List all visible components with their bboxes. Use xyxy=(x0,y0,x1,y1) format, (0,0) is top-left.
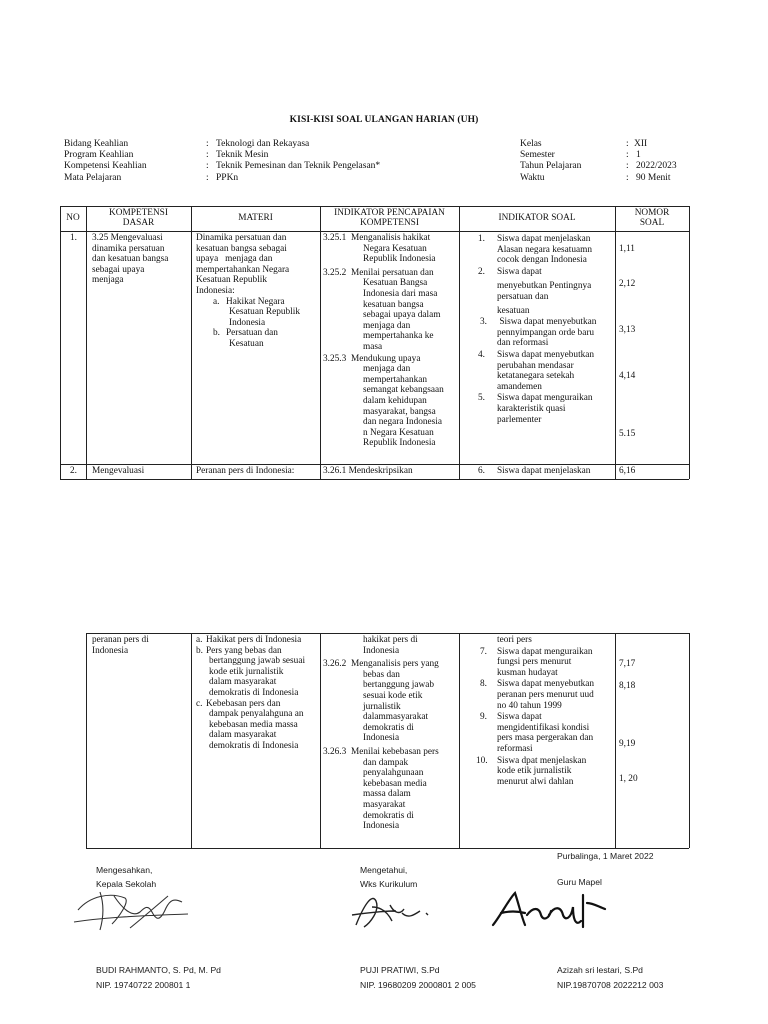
text-line: Indonesia xyxy=(363,821,400,832)
sub-item xyxy=(196,699,305,752)
list-marker: 7. xyxy=(480,646,487,657)
text-line: Siswa dapat menguraikan xyxy=(497,393,593,404)
table-border xyxy=(320,633,321,848)
materi-cell xyxy=(196,233,300,350)
text-line: Siswa dapat xyxy=(497,266,542,277)
ipk-item xyxy=(323,233,444,265)
header-indikator-pencapaian xyxy=(320,208,459,229)
text-line: sebagai upaya xyxy=(92,264,145,275)
text-line: kesatuan bangsa xyxy=(363,299,424,310)
title-line: Mengetahui, xyxy=(360,865,408,875)
colon: : xyxy=(206,139,209,149)
nomor-soal: 1, 20 xyxy=(619,774,638,784)
list-marker: 4. xyxy=(478,349,485,360)
colon: : xyxy=(626,172,629,183)
text-line: Kesatuan Bangsa xyxy=(363,278,428,289)
text-line: penyalahgunaan xyxy=(363,768,424,779)
text-line: Dinamika persatuan dan xyxy=(196,233,287,243)
text-line: bertanggung jawab sesuai xyxy=(209,656,306,667)
signer-right-title: Guru Mapel xyxy=(557,877,602,887)
text-line: Republik Indonesia xyxy=(363,438,436,449)
text-line: Siswa dapat menyebutkan xyxy=(497,349,595,360)
text-line: kebebasan media xyxy=(363,778,427,789)
text-line: Kesatuan Republik xyxy=(229,307,301,318)
info-value: 2022/2023 xyxy=(636,161,677,172)
nomor-soal: 1,11 xyxy=(619,244,635,254)
text-line: Siswa dpat menjelaskan xyxy=(497,755,587,766)
header-line: NOMOR xyxy=(634,208,670,218)
nomor-soal: 2,12 xyxy=(619,279,636,289)
indikator-item xyxy=(478,393,596,425)
text-line: masyarakat, bangsa xyxy=(363,406,436,417)
header-materi: MATERI xyxy=(238,213,273,223)
header-no: NO xyxy=(66,213,80,223)
info-row xyxy=(520,150,677,161)
text-line: demokratis di Indonesia xyxy=(209,740,299,751)
row-number: 2. xyxy=(70,466,77,476)
text-line: mempertahankan Negara xyxy=(196,264,290,275)
list-marker: 3. xyxy=(480,317,487,328)
text-line: sebagai upaya dalam xyxy=(363,310,441,321)
text-line: pennyimpangan orde baru xyxy=(497,327,595,338)
table-border xyxy=(689,206,690,479)
text-line: Hakikat pers di Indonesia xyxy=(206,635,302,645)
list-marker: 9. xyxy=(480,712,487,723)
info-value: PPKn xyxy=(216,172,239,183)
kompetensi-dasar-cell: Mengevaluasi xyxy=(92,466,145,476)
table-border xyxy=(86,633,689,634)
text-line: Indonesia xyxy=(92,645,129,656)
indikator-pencapaian-cell xyxy=(323,635,439,832)
info-value: 1 xyxy=(636,150,641,161)
indikator-item xyxy=(478,712,594,754)
text-line: pers masa pergerakan dan xyxy=(497,733,594,744)
header-line: DASAR xyxy=(122,218,155,229)
ipk-item xyxy=(323,268,444,353)
title-line: Kepala Sekolah xyxy=(96,879,157,889)
text-line: no 40 tahun 1999 xyxy=(497,700,562,711)
info-row xyxy=(520,173,677,184)
info-value: XII xyxy=(634,139,648,149)
colon: : xyxy=(626,161,629,172)
signer-left-info xyxy=(96,963,221,993)
list-marker: a. xyxy=(213,296,220,307)
colon: : xyxy=(626,139,629,149)
text-line: karakteristik quasi xyxy=(497,403,566,414)
table-border xyxy=(615,206,616,479)
info-label: Kompetensi Keahlian xyxy=(64,161,147,172)
text-line: kusman hudayat xyxy=(497,667,558,678)
table-border xyxy=(459,206,460,479)
text-line: Indonesia xyxy=(363,645,400,656)
indikator-soal-cell xyxy=(478,635,594,787)
text-line: Siswa dapat xyxy=(497,712,542,723)
text-line: semangat kebangsaan xyxy=(363,385,444,396)
text-line: menurut alwi dahlan xyxy=(497,776,574,787)
table-border xyxy=(86,633,87,848)
kompetensi-dasar-cell xyxy=(92,233,168,286)
text-line: 3.25 Mengevaluasi xyxy=(92,233,163,243)
ipk-item xyxy=(323,354,444,449)
ipk-number: 3.26.3 xyxy=(323,746,347,757)
list-marker: 1. xyxy=(478,234,485,244)
text-line: menjaga xyxy=(92,275,124,286)
text-line: dalam masyarakat xyxy=(209,677,277,688)
text-line: kesatuan xyxy=(497,305,530,316)
list-marker: b. xyxy=(213,328,220,339)
table-border xyxy=(86,206,87,479)
text-line: Siswa dapat menguraikan xyxy=(497,646,593,657)
text-line: Hakikat Negara xyxy=(226,296,285,307)
nomor-soal: 4,14 xyxy=(619,371,636,381)
text-line: massa dalam xyxy=(363,789,411,800)
sub-item xyxy=(196,635,305,646)
table-border xyxy=(459,633,460,848)
text-line: peranan pers di xyxy=(92,635,149,645)
list-marker: 5. xyxy=(478,393,485,404)
ipk-number: 3.26.2 xyxy=(323,659,347,670)
text-line: Indonesia: xyxy=(196,285,235,296)
header-nomor-soal xyxy=(615,208,689,229)
text-line: Menganalisis pers yang xyxy=(351,659,439,670)
info-value: Teknik Mesin xyxy=(216,150,269,161)
row-number: 1. xyxy=(70,233,77,243)
header-line: INDIKATOR PENCAPAIAN xyxy=(334,208,445,218)
text-line: dan reformasi xyxy=(497,338,549,349)
info-row xyxy=(64,139,380,150)
text-line: reformasi xyxy=(497,743,533,754)
text-line: demokratis di xyxy=(363,722,414,733)
text-line: kode etik jurnalistik xyxy=(497,766,572,777)
text-line: Siswa dapat menyebutkan xyxy=(497,679,595,690)
text-line: parlementer xyxy=(497,414,542,425)
text-line: bertanggung jawab xyxy=(363,680,434,691)
table-border xyxy=(60,206,61,479)
text-line: Indonesia xyxy=(363,733,400,744)
table-border xyxy=(86,848,689,849)
indikator-item xyxy=(478,647,594,679)
colon: : xyxy=(206,150,209,161)
text-line: Siswa dapat menyebutkan xyxy=(497,317,597,328)
text-line: dalam masyarakat xyxy=(209,730,277,741)
text-line: fungsi pers menurut xyxy=(497,657,572,668)
sub-item xyxy=(213,328,300,349)
text-line: Negara Kesatuan xyxy=(363,243,427,254)
text-line: kode etik jurnalistik xyxy=(209,666,284,677)
text-line: Siswa dapat menjelaskan xyxy=(497,234,591,244)
text-line: Menganalisis hakikat xyxy=(351,233,431,243)
info-label: Kelas xyxy=(520,139,542,149)
signer-nip: NIP. 19680209 2000801 2 005 xyxy=(360,980,476,990)
list-marker: 2. xyxy=(478,266,485,277)
info-row xyxy=(64,173,380,184)
list-marker: c. xyxy=(196,698,203,709)
text-line: Kebebasan pers dan xyxy=(206,698,281,709)
signer-name: Azizah sri lestari, S.Pd xyxy=(557,965,643,975)
indikator-soal-cell xyxy=(478,234,596,425)
signer-name: BUDI RAHMANTO, S. Pd, M. Pd xyxy=(96,965,221,975)
text-line: bebas dan xyxy=(363,669,400,680)
indikator-soal-cell xyxy=(478,466,590,477)
document-title: KISI-KISI SOAL ULANGAN HARIAN (UH) xyxy=(289,115,479,125)
text-line: Indonesia dari masa xyxy=(363,288,438,299)
info-value: Teknologi dan Rekayasa xyxy=(216,139,310,149)
text-line: perubahan mendasar xyxy=(497,360,574,371)
table-border xyxy=(320,206,321,479)
list-marker: a. xyxy=(196,635,203,645)
text-line: amandemen xyxy=(497,381,542,392)
kompetensi-dasar-cell xyxy=(92,635,149,656)
text-line: dan negara Indonesia xyxy=(363,417,442,428)
table-border xyxy=(615,633,616,848)
table-border xyxy=(689,633,690,848)
text-line: Menilai kebebasan pers xyxy=(351,746,439,757)
list-marker: 8. xyxy=(480,679,487,690)
text-line: dinamika persatuan xyxy=(92,243,165,254)
text-line: kesatuan bangsa sebagai xyxy=(196,243,287,254)
text-line: masa xyxy=(363,341,383,352)
info-label: Semester xyxy=(520,150,555,161)
text-line: ketatanegara setekah xyxy=(497,371,575,382)
nomor-soal: 5.15 xyxy=(619,429,636,439)
text-line: dalam kehidupan xyxy=(363,395,427,406)
info-label: Program Keahlian xyxy=(64,150,134,161)
sub-item xyxy=(196,646,305,699)
header-line: KOMPETENSI xyxy=(360,218,419,229)
text-line: Republik Indonesia xyxy=(363,254,436,265)
ipk-item xyxy=(323,747,439,832)
text-line: mempertahankan xyxy=(363,374,428,385)
nomor-soal: 7,17 xyxy=(619,659,636,669)
header-line: SOAL xyxy=(639,218,665,229)
table-border xyxy=(60,231,689,232)
sub-item xyxy=(213,297,300,329)
indikator-item xyxy=(478,756,594,788)
table-border xyxy=(60,479,689,480)
info-value: Teknik Pemesinan dan Teknik Pengelasan* xyxy=(216,161,381,172)
text-line: Menilai persatuan dan xyxy=(351,267,434,278)
text-line: dan kesatuan bangsa xyxy=(92,254,169,265)
text-line: Siswa dapat menjelaskan xyxy=(497,466,591,476)
signer-nip: NIP. 19740722 200801 1 xyxy=(96,980,191,990)
indikator-item xyxy=(478,679,594,711)
nomor-soal: 3,13 xyxy=(619,325,636,335)
indikator-item xyxy=(478,234,596,266)
signer-mid-info xyxy=(360,963,476,993)
text-line: menjaga dan xyxy=(363,320,411,331)
text-line: menyebutkan Pentingnya xyxy=(497,281,592,292)
info-label: Waktu xyxy=(520,172,545,183)
indikator-item xyxy=(478,317,596,349)
title-line: Wks Kurikulum xyxy=(360,879,418,889)
ipk-number: 3.25.3 xyxy=(323,353,347,364)
indikator-pencapaian-cell: 3.26.1 Mendeskripsikan xyxy=(323,466,413,476)
text-line: Kesatuan Republik xyxy=(196,275,268,286)
text-line: Indonesia xyxy=(229,317,266,328)
signer-right-info xyxy=(557,963,663,993)
info-row xyxy=(520,139,677,150)
nomor-soal: 6,16 xyxy=(619,466,636,476)
colon: : xyxy=(206,161,209,172)
text-line: n Negara Kesatuan xyxy=(363,427,434,438)
colon: : xyxy=(206,172,209,183)
table-border xyxy=(191,633,192,848)
text-line: kebebasan media massa xyxy=(209,719,298,730)
text-line: cocok dengan Indonesia xyxy=(497,255,587,266)
text-line: dan dampak xyxy=(363,757,409,768)
info-value: 90 Menit xyxy=(636,172,671,183)
text-line: mengidentifikasi kondisi xyxy=(497,722,590,733)
text-line: jurnalistik xyxy=(363,701,401,712)
text-line: dampak penyalahguna an xyxy=(209,709,304,720)
colon: : xyxy=(626,150,629,161)
indikator-item xyxy=(478,350,596,392)
header-kompetensi-dasar xyxy=(86,208,191,229)
text-line: dalammasyarakat xyxy=(363,712,429,723)
nomor-soal: 9,19 xyxy=(619,739,636,749)
text-line: demokratis di Indonesia xyxy=(209,687,299,698)
place-date: Purbalinga, 1 Maret 2022 xyxy=(557,851,654,861)
indikator-pencapaian-cell xyxy=(323,233,444,449)
info-row xyxy=(64,150,380,161)
list-marker: 10. xyxy=(476,755,488,766)
header-indikator-soal: INDIKATOR SOAL xyxy=(498,213,576,223)
ipk-number: 3.25.1 xyxy=(323,233,347,243)
signer-nip: NIP.19870708 2022212 003 xyxy=(557,980,664,990)
text-line: Alasan negara kesatuamn xyxy=(497,244,592,255)
text-line: Persatuan dan xyxy=(226,328,278,339)
ipk-number: 3.25.2 xyxy=(323,267,347,278)
text-line: Mendukung upaya xyxy=(351,353,421,364)
info-right xyxy=(520,139,677,184)
text-line: menjaga dan xyxy=(363,364,411,375)
table-border xyxy=(60,464,689,465)
signer-name: PUJI PRATIWI, S.Pd xyxy=(360,965,440,975)
text-line: teori pers xyxy=(497,635,532,645)
text-line: Kesatuan xyxy=(229,338,264,349)
table-border xyxy=(191,206,192,479)
info-row xyxy=(520,161,677,172)
table-border xyxy=(60,206,689,207)
text-line: mempertahanka ke xyxy=(363,331,434,342)
info-row xyxy=(64,161,380,172)
text-line: demokratis di xyxy=(363,810,414,821)
info-label: Bidang Keahlian xyxy=(64,139,129,149)
nomor-soal: 8,18 xyxy=(619,681,636,691)
text-line: sesuai kode etik xyxy=(363,690,423,701)
text-line: upaya menjaga dan xyxy=(196,254,273,265)
text-line: Pers yang bebas dan xyxy=(206,645,282,656)
info-left xyxy=(64,139,380,184)
header-line: KOMPETENSI xyxy=(109,208,168,218)
text-line: peranan pers menurut uud xyxy=(497,689,594,700)
text-line: hakikat pers di xyxy=(363,635,418,645)
list-marker: 6. xyxy=(478,466,485,476)
materi-cell: Peranan pers di Indonesia: xyxy=(196,466,295,476)
info-label: Tahun Pelajaran xyxy=(520,161,582,172)
text-line: persatuan dan xyxy=(497,291,549,302)
info-label: Mata Pelajaran xyxy=(64,172,122,183)
materi-cell xyxy=(196,635,305,752)
list-marker: b. xyxy=(196,645,203,656)
title-line: Mengesahkan, xyxy=(96,865,153,875)
text-line: masyarakat xyxy=(363,799,406,810)
indikator-item xyxy=(478,267,596,316)
ipk-item xyxy=(323,659,439,744)
